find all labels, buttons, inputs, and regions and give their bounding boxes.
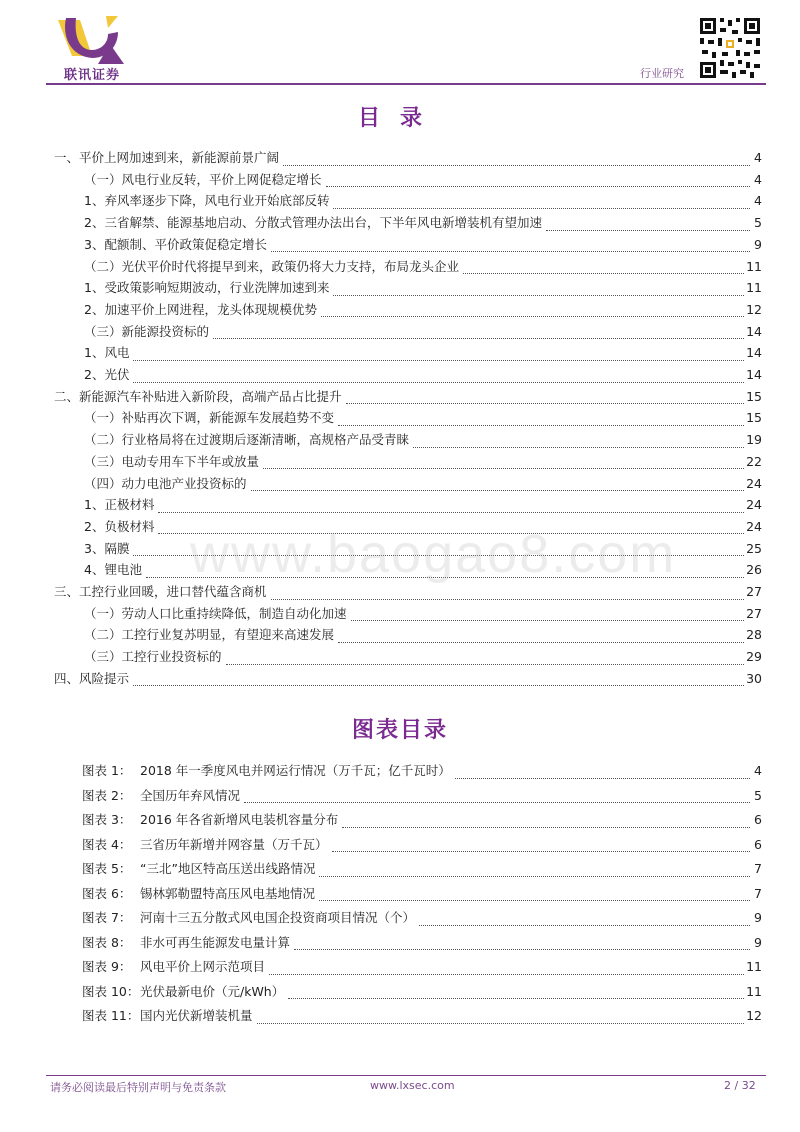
figure-entry-number: 图表 4： bbox=[82, 836, 132, 852]
dot-leader bbox=[319, 890, 750, 901]
figure-entry-page: 9 bbox=[754, 934, 762, 950]
figure-entry-label: 全国历年弃风情况 bbox=[140, 787, 241, 803]
toc-entry[interactable] bbox=[84, 410, 762, 426]
toc-entry[interactable] bbox=[54, 389, 762, 405]
figure-entry-number: 图表 1： bbox=[82, 763, 132, 778]
toc-entry[interactable] bbox=[84, 215, 762, 231]
toc-entry-page: 15 bbox=[746, 410, 762, 426]
dot-leader bbox=[332, 841, 750, 852]
company-logo bbox=[52, 12, 132, 84]
footer-page-number: 2 / 32 bbox=[724, 1079, 756, 1092]
toc-entry-page: 4 bbox=[754, 150, 762, 165]
figure-entry[interactable] bbox=[82, 959, 762, 975]
toc-entry[interactable] bbox=[84, 627, 762, 643]
figure-entry-label: 光伏最新电价（元/kWh） bbox=[140, 983, 285, 999]
toc-entry[interactable] bbox=[84, 649, 762, 665]
dot-leader bbox=[546, 220, 750, 231]
toc-entry-label: 3、隔膜 bbox=[84, 540, 130, 556]
toc-entry-page: 14 bbox=[746, 323, 762, 339]
figure-entry[interactable] bbox=[82, 837, 762, 853]
toc-entry-label: （二）光伏平价时代将提早到来，政策仍将大力支持，布局龙头企业 bbox=[84, 258, 460, 274]
toc-entry-label: 1、风电 bbox=[84, 345, 130, 361]
toc-entry-page: 25 bbox=[746, 540, 762, 556]
figure-entry-label: 锡林郭勒盟特高压风电基地情况 bbox=[140, 885, 316, 901]
dot-leader bbox=[288, 988, 744, 999]
figure-entry-number: 图表 10： bbox=[82, 983, 140, 999]
toc-entry-page: 15 bbox=[746, 388, 762, 404]
toc-entry-page: 24 bbox=[746, 518, 762, 534]
figure-entry-number: 图表 5： bbox=[82, 861, 132, 876]
toc-entry[interactable] bbox=[54, 150, 762, 166]
figure-entry-page: 7 bbox=[754, 885, 762, 901]
toc-entry[interactable] bbox=[84, 302, 762, 318]
toc-title: 目录 bbox=[357, 106, 442, 131]
toc-entry[interactable] bbox=[84, 345, 762, 361]
figure-entry-label: 河南十三五分散式风电国企投资商项目情况（个） bbox=[140, 910, 416, 925]
toc-entry[interactable] bbox=[84, 432, 762, 448]
toc-entry-page: 12 bbox=[746, 301, 762, 317]
figure-entry-page: 6 bbox=[754, 836, 762, 852]
toc-entry-label: （四）动力电池产业投资标的 bbox=[84, 475, 247, 491]
toc-entry-page: 14 bbox=[746, 345, 762, 361]
toc-entry-label: 一、平价上网加速到来，新能源前景广阔 bbox=[54, 150, 280, 165]
dot-leader bbox=[333, 285, 744, 296]
dot-leader bbox=[419, 915, 750, 926]
toc-entry-label: （一）风电行业反转，平价上网促稳定增长 bbox=[84, 171, 322, 187]
dot-leader bbox=[338, 632, 744, 643]
dot-leader bbox=[346, 393, 745, 404]
dot-leader bbox=[257, 1013, 745, 1024]
dot-leader bbox=[338, 415, 744, 426]
toc-entry-label: 4、锂电池 bbox=[84, 562, 142, 578]
watermark: www.baogao8.com bbox=[190, 524, 677, 584]
toc-entry-page: 22 bbox=[746, 453, 762, 469]
toc-entry-label: 三、工控行业回暖，进口替代蕴含商机 bbox=[54, 584, 267, 599]
footer-disclaimer: 请务必阅读最后特别声明与免责条款 bbox=[50, 1081, 226, 1094]
toc-entry[interactable] bbox=[54, 584, 762, 600]
toc-entry-page: 26 bbox=[746, 562, 762, 578]
figure-entry-page: 4 bbox=[754, 763, 762, 778]
toc-entry-label: （一）补贴再次下调，新能源车发展趋势不变 bbox=[84, 410, 335, 426]
dot-leader bbox=[342, 817, 750, 828]
figure-entry-label: 三省历年新增并网容量（万千瓦） bbox=[140, 836, 328, 852]
dot-leader bbox=[413, 437, 744, 448]
dot-leader bbox=[271, 589, 745, 600]
toc-entry[interactable] bbox=[84, 280, 762, 296]
figure-entry-number: 图表 11： bbox=[82, 1008, 140, 1023]
logo-text: 联讯证券 bbox=[63, 68, 120, 83]
toc-entry-label: （二）行业格局将在过渡期后逐渐清晰，高规格产品受青睐 bbox=[84, 432, 410, 448]
dot-leader bbox=[321, 306, 744, 317]
figure-entry-number: 图表 3： bbox=[82, 812, 132, 827]
toc-entry-label: 1、受政策影响短期波动，行业洗牌加速到来 bbox=[84, 280, 330, 296]
dot-leader bbox=[269, 964, 744, 975]
figure-entry-number: 图表 8： bbox=[82, 934, 132, 950]
figure-entry-label: 风电平价上网示范项目 bbox=[140, 959, 266, 974]
figure-entry-label: 2018 年一季度风电并网运行情况（万千瓦；亿千瓦时） bbox=[140, 763, 451, 778]
figure-entry[interactable] bbox=[82, 1008, 762, 1024]
figure-entry[interactable] bbox=[82, 763, 762, 779]
figure-entry-page: 11 bbox=[746, 959, 762, 974]
figure-entry[interactable] bbox=[82, 788, 762, 804]
toc-entry-label: （二）工控行业复苏明显，有望迎来高速发展 bbox=[84, 627, 335, 643]
toc-entry[interactable] bbox=[84, 259, 762, 275]
figure-entry-page: 5 bbox=[754, 787, 762, 803]
figure-entry[interactable] bbox=[82, 861, 762, 877]
figure-entry-page: 6 bbox=[754, 812, 762, 827]
dot-leader bbox=[351, 610, 745, 621]
toc-entry-page: 5 bbox=[754, 215, 762, 231]
logo-mark-icon bbox=[52, 12, 132, 68]
figure-entry[interactable] bbox=[82, 910, 762, 926]
toc-entry-page: 11 bbox=[746, 258, 762, 274]
dot-leader bbox=[455, 768, 750, 779]
toc-entry-page: 14 bbox=[746, 367, 762, 382]
toc-entry-label: 2、光伏 bbox=[84, 367, 130, 382]
toc-entry-page: 19 bbox=[746, 432, 762, 448]
figure-list-title: 图表目录 bbox=[351, 718, 448, 743]
toc-entry-label: 2、负极材料 bbox=[84, 518, 155, 534]
toc-entry[interactable] bbox=[54, 671, 762, 687]
dot-leader bbox=[463, 263, 744, 274]
qr-code-icon bbox=[698, 16, 762, 80]
dot-leader bbox=[271, 241, 750, 252]
figure-entry-page: 9 bbox=[754, 910, 762, 925]
footer-website: www.lxsec.com bbox=[370, 1079, 455, 1092]
dot-leader bbox=[158, 502, 744, 513]
dot-leader bbox=[283, 155, 750, 166]
toc-entry[interactable] bbox=[84, 497, 762, 513]
toc-entry-label: （一）劳动人口比重持续降低，制造自动化加速 bbox=[84, 605, 347, 621]
toc-entry-page: 29 bbox=[746, 649, 762, 665]
dot-leader bbox=[226, 654, 745, 665]
figure-entry-page: 7 bbox=[754, 861, 762, 876]
toc-entry-page: 30 bbox=[746, 670, 762, 686]
figure-entry-number: 图表 6： bbox=[82, 885, 132, 901]
toc-entry-page: 11 bbox=[746, 280, 762, 296]
toc-entry-label: （三）工控行业投资标的 bbox=[84, 649, 222, 665]
toc-entry-label: 2、三省解禁、能源基地启动、分散式管理办法出台，下半年风电新增装机有望加速 bbox=[84, 215, 542, 231]
dot-leader bbox=[326, 176, 750, 187]
toc-entry-page: 28 bbox=[746, 627, 762, 643]
toc-entry-label: 1、弃风率逐步下降，风电行业开始底部反转 bbox=[84, 193, 330, 209]
dot-leader bbox=[263, 458, 744, 469]
figure-entry[interactable] bbox=[82, 935, 762, 951]
toc-entry[interactable] bbox=[84, 324, 762, 340]
toc-entry-page: 24 bbox=[746, 497, 762, 513]
toc-entry[interactable] bbox=[84, 367, 762, 383]
figure-entry-page: 11 bbox=[746, 983, 762, 999]
toc-entry[interactable] bbox=[84, 454, 762, 470]
toc-entry[interactable] bbox=[84, 606, 762, 622]
toc-entry-label: 2、加速平价上网进程，龙头体现规模优势 bbox=[84, 301, 317, 317]
toc-entry-page: 27 bbox=[746, 605, 762, 621]
toc-entry-label: （三）电动专用车下半年或放量 bbox=[84, 453, 260, 469]
header-divider bbox=[46, 83, 766, 85]
dot-leader bbox=[133, 372, 744, 383]
figure-entry[interactable] bbox=[82, 886, 762, 902]
toc-entry[interactable] bbox=[84, 193, 762, 209]
figure-entry-page: 12 bbox=[746, 1008, 762, 1023]
figure-entry-label: “三北”地区特高压送出线路情况 bbox=[140, 861, 316, 876]
dot-leader bbox=[133, 350, 744, 361]
dot-leader bbox=[133, 675, 744, 686]
toc-entry-page: 9 bbox=[754, 236, 762, 252]
toc-entry-page: 24 bbox=[746, 475, 762, 491]
dot-leader bbox=[213, 328, 744, 339]
toc-entry[interactable] bbox=[84, 172, 762, 188]
dot-leader bbox=[333, 198, 750, 209]
dot-leader bbox=[294, 939, 750, 950]
dot-leader bbox=[319, 866, 750, 877]
figure-entry-label: 2016 年各省新增风电装机容量分布 bbox=[140, 812, 339, 827]
dot-leader bbox=[251, 480, 745, 491]
toc-entry-label: 二、新能源汽车补贴进入新阶段，高端产品占比提升 bbox=[54, 388, 342, 404]
toc-entry[interactable] bbox=[84, 476, 762, 492]
figure-entry-label: 国内光伏新增装机量 bbox=[140, 1008, 253, 1023]
toc-entry-label: 四、风险提示 bbox=[54, 670, 130, 686]
figure-entry-number: 图表 7： bbox=[82, 910, 132, 925]
figure-entry[interactable] bbox=[82, 984, 762, 1000]
toc-entry-page: 27 bbox=[746, 584, 762, 599]
footer-divider bbox=[46, 1075, 766, 1076]
toc-entry-label: （三）新能源投资标的 bbox=[84, 323, 210, 339]
toc-entry-label: 1、正极材料 bbox=[84, 497, 155, 513]
figure-entry-label: 非水可再生能源发电量计算 bbox=[140, 934, 291, 950]
figure-entry-number: 图表 9： bbox=[82, 959, 132, 974]
toc-entry-page: 4 bbox=[754, 193, 762, 209]
dot-leader bbox=[244, 792, 750, 803]
figure-entry-number: 图表 2： bbox=[82, 787, 132, 803]
toc-entry-label: 3、配额制、平价政策促稳定增长 bbox=[84, 236, 267, 252]
report-type-label: 行业研究 bbox=[640, 67, 684, 80]
toc-entry-page: 4 bbox=[754, 171, 762, 187]
toc-entry[interactable] bbox=[84, 237, 762, 253]
figure-entry[interactable] bbox=[82, 812, 762, 828]
